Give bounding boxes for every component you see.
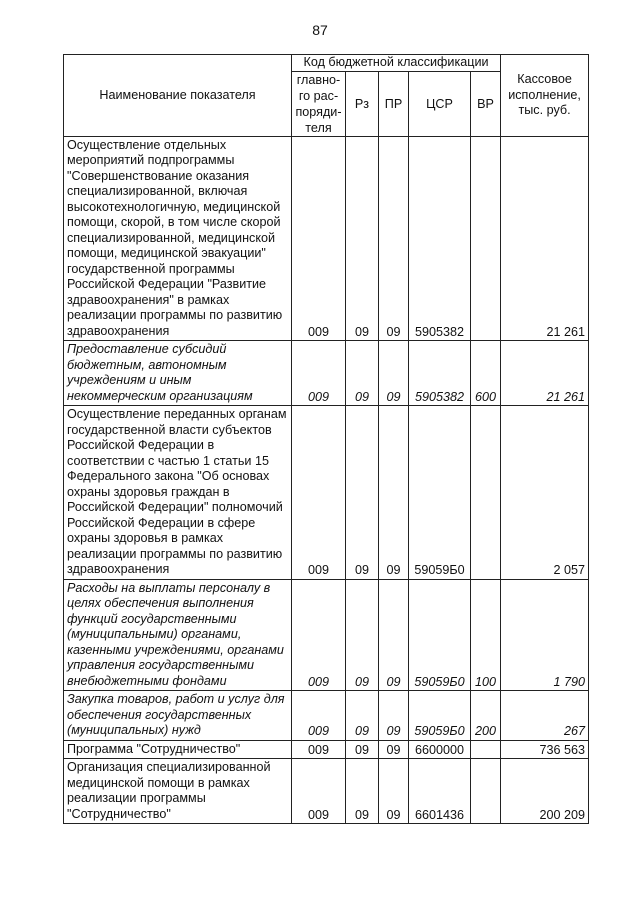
table-row xyxy=(64,579,589,691)
row-name: Организация специализированной медицинской помощи в рамках реализации программы "Сотрудничество" xyxy=(64,759,292,824)
row-amount: 2 057 xyxy=(501,406,589,580)
row-rz: 09 xyxy=(346,341,379,406)
header-pr: ПР xyxy=(379,71,409,136)
header-amount: Кассовое исполнение, тыс. руб. xyxy=(501,55,589,137)
row-gl: 009 xyxy=(292,136,346,341)
row-rz: 09 xyxy=(346,136,379,341)
header-rz: Рз xyxy=(346,71,379,136)
row-csr: 5905382 xyxy=(409,341,471,406)
table-row xyxy=(64,759,589,824)
row-vr: 200 xyxy=(471,691,501,741)
row-rz: 09 xyxy=(346,406,379,580)
row-name: Осуществление переданных органам государственной власти субъектов Российской Федерации в соответствии с частью 1 статьи 15 Федерального закона "Об основах охраны здоровья граждан в Российской Федерации" полномочий Российской Федерации в сфере охраны здоровья в рамках реализации программы по развитию здравоохранения xyxy=(64,406,292,580)
row-gl: 009 xyxy=(292,579,346,691)
row-vr: 100 xyxy=(471,579,501,691)
table-row xyxy=(64,691,589,741)
row-amount: 736 563 xyxy=(501,740,589,759)
header-csr: ЦСР xyxy=(409,71,471,136)
row-pr: 09 xyxy=(379,740,409,759)
table-row xyxy=(64,406,589,580)
header-vr: ВР xyxy=(471,71,501,136)
row-name: Программа "Сотрудничество" xyxy=(64,740,292,759)
table-row xyxy=(64,341,589,406)
header-name: Наименование показателя xyxy=(64,55,292,137)
row-csr: 59059Б0 xyxy=(409,579,471,691)
row-pr: 09 xyxy=(379,406,409,580)
row-vr xyxy=(471,740,501,759)
row-csr: 6600000 xyxy=(409,740,471,759)
row-rz: 09 xyxy=(346,740,379,759)
row-pr: 09 xyxy=(379,691,409,741)
row-pr: 09 xyxy=(379,759,409,824)
row-amount: 21 261 xyxy=(501,136,589,341)
row-csr: 6601436 xyxy=(409,759,471,824)
row-rz: 09 xyxy=(346,579,379,691)
table-row xyxy=(64,136,589,341)
header-budget-code: Код бюджетной классификации xyxy=(292,55,501,72)
row-vr xyxy=(471,759,501,824)
row-name: Предоставление субсидий бюджетным, автономным учреждениям и иным некоммерческим организациям xyxy=(64,341,292,406)
row-pr: 09 xyxy=(379,579,409,691)
budget-table xyxy=(63,54,589,824)
table-row xyxy=(64,740,589,759)
row-amount: 267 xyxy=(501,691,589,741)
row-amount: 200 209 xyxy=(501,759,589,824)
row-vr: 600 xyxy=(471,341,501,406)
row-pr: 09 xyxy=(379,136,409,341)
row-gl: 009 xyxy=(292,740,346,759)
row-csr: 5905382 xyxy=(409,136,471,341)
row-pr: 09 xyxy=(379,341,409,406)
row-name: Закупка товаров, работ и услуг для обеспечения государственных (муниципальных) нужд xyxy=(64,691,292,741)
row-csr: 59059Б0 xyxy=(409,691,471,741)
row-gl: 009 xyxy=(292,759,346,824)
row-amount: 21 261 xyxy=(501,341,589,406)
row-gl: 009 xyxy=(292,691,346,741)
row-csr: 59059Б0 xyxy=(409,406,471,580)
page-number: 87 xyxy=(312,22,328,38)
row-amount: 1 790 xyxy=(501,579,589,691)
row-rz: 09 xyxy=(346,759,379,824)
row-name: Осуществление отдельных мероприятий подпрограммы "Совершенствование оказания специализированной, включая высокотехнологичную, медицинской помощи, скорой, в том числе скорой специализированной, медицинской помощи, медицинской эвакуации" государственной программы Российской Федерации "Развитие здравоохранения" в рамках реализации программы по развитию здравоохранения xyxy=(64,136,292,341)
row-rz: 09 xyxy=(346,691,379,741)
row-vr xyxy=(471,406,501,580)
row-gl: 009 xyxy=(292,341,346,406)
row-name: Расходы на выплаты персоналу в целях обеспечения выполнения функций государственными (муниципальными) органами, казенными учреждениями, органами управления государственными внебюджетными фондами xyxy=(64,579,292,691)
header-gl: главно-го рас-поряди-теля xyxy=(292,71,346,136)
row-vr xyxy=(471,136,501,341)
row-gl: 009 xyxy=(292,406,346,580)
